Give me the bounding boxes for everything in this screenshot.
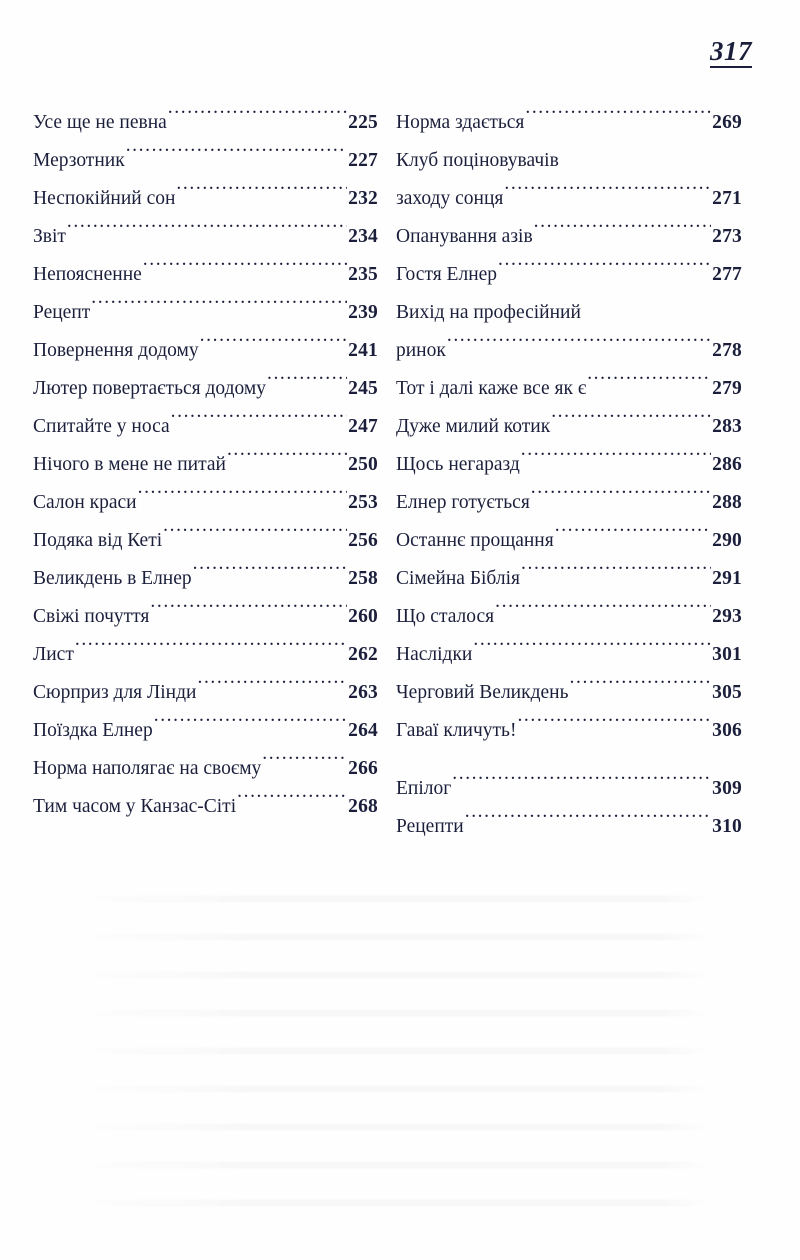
toc-entry[interactable] xyxy=(33,370,378,408)
toc-entry-page-number: 288 xyxy=(712,492,742,513)
dot-leader xyxy=(517,717,711,737)
toc-entry[interactable] xyxy=(396,256,742,294)
toc-entry-title: Свіжі почуття xyxy=(33,606,150,627)
toc-entry-page-number: 269 xyxy=(712,112,742,133)
toc-entry-title: Неспокійний сон xyxy=(33,188,176,209)
dot-leader xyxy=(465,813,711,833)
toc-entry[interactable] xyxy=(33,218,378,256)
toc-entry-page-number: 279 xyxy=(712,378,742,399)
toc-entry[interactable] xyxy=(33,104,378,142)
toc-entry-page-number: 260 xyxy=(348,606,378,627)
toc-entry-page-number: 253 xyxy=(348,492,378,513)
dot-leader xyxy=(176,185,347,205)
toc-entry-page-number: 225 xyxy=(348,112,378,133)
dot-leader xyxy=(473,641,711,661)
dot-leader xyxy=(587,375,711,395)
toc-entry-page-number: 263 xyxy=(348,682,378,703)
toc-entry-title: Клуб поціновувачів xyxy=(396,150,559,171)
toc-entry-title: Епілог xyxy=(396,778,452,799)
dot-leader xyxy=(237,793,347,813)
toc-entry-title: Тим часом у Канзас-Сіті xyxy=(33,796,237,817)
toc-column-right xyxy=(390,104,800,846)
toc-entry[interactable] xyxy=(396,808,742,846)
toc-entry-title: Щось негаразд xyxy=(396,454,520,475)
toc-entry[interactable] xyxy=(396,636,742,674)
toc-entry-title: Повернення додому xyxy=(33,340,199,361)
toc-entry[interactable] xyxy=(33,408,378,446)
toc-entry[interactable] xyxy=(33,788,378,826)
toc-entry-page-number: 277 xyxy=(712,264,742,285)
toc-entry-page-number: 227 xyxy=(348,150,378,171)
dot-leader xyxy=(525,109,711,129)
toc-entry-page-number: 286 xyxy=(712,454,742,475)
toc-entry-title: Черговий Великдень xyxy=(396,682,569,703)
toc-entry-page-number: 268 xyxy=(348,796,378,817)
toc-entry-title: Елнер готується xyxy=(396,492,530,513)
dot-leader xyxy=(150,603,347,623)
toc-entry-page-number: 232 xyxy=(348,188,378,209)
toc-entry-page-number: 241 xyxy=(348,340,378,361)
toc-entry[interactable] xyxy=(396,522,742,560)
toc-entry-page-number: 293 xyxy=(712,606,742,627)
dot-leader xyxy=(75,641,347,661)
toc-entry-title: Гостя Елнер xyxy=(396,264,498,285)
toc-entry-page-number: 283 xyxy=(712,416,742,437)
toc-entry-title: Сюрприз для Лінди xyxy=(33,682,197,703)
toc-entry[interactable] xyxy=(396,484,742,522)
dot-leader xyxy=(262,755,347,775)
toc-entry[interactable] xyxy=(33,256,378,294)
toc-entry-title: Що сталося xyxy=(396,606,495,627)
toc-entry-title: Усе ще не певна xyxy=(33,112,167,133)
toc-entry[interactable] xyxy=(33,180,378,218)
dot-leader xyxy=(447,337,711,357)
toc-entry[interactable] xyxy=(33,560,378,598)
dot-leader xyxy=(495,603,711,623)
toc-entry[interactable] xyxy=(396,712,742,750)
toc-entry-title: Лист xyxy=(33,644,74,665)
toc-entry-page-number: 235 xyxy=(348,264,378,285)
toc-entry-page-number: 256 xyxy=(348,530,378,551)
toc-entry[interactable] xyxy=(396,104,742,142)
toc-entry[interactable] xyxy=(396,294,742,370)
toc-entry-page-number: 245 xyxy=(348,378,378,399)
toc-entry-page-number: 250 xyxy=(348,454,378,475)
toc-entry-title: Подяка від Кеті xyxy=(33,530,163,551)
toc-entry-title-continuation: ринок xyxy=(396,340,446,361)
toc-entry-title: Рецепти xyxy=(396,816,464,837)
page-number: 317 xyxy=(710,36,752,66)
dot-leader xyxy=(138,489,348,509)
toc-entry-title-continuation-line xyxy=(396,332,742,370)
toc-entry-page-number: 309 xyxy=(712,778,742,799)
toc-entry[interactable] xyxy=(33,142,378,180)
toc-entry[interactable] xyxy=(33,484,378,522)
toc-entry[interactable] xyxy=(396,370,742,408)
toc-entry-page-number: 278 xyxy=(712,340,742,361)
toc-entry-page-number: 271 xyxy=(712,188,742,209)
toc-entry-title: Лютер повертається додому xyxy=(33,378,266,399)
toc-entry-title: Вихід на професійний xyxy=(396,302,581,323)
toc-entry-title: Рецепт xyxy=(33,302,91,323)
toc-entry[interactable] xyxy=(396,674,742,712)
dot-leader xyxy=(171,413,348,433)
dot-leader xyxy=(452,775,711,795)
toc-entry[interactable] xyxy=(33,332,378,370)
toc-entry-title: Звіт xyxy=(33,226,66,247)
toc-entry-title: Нічого в мене не питай xyxy=(33,454,226,475)
toc-entry[interactable] xyxy=(33,712,378,750)
toc-entry[interactable] xyxy=(33,446,378,484)
toc-entry-title: Мерзотник xyxy=(33,150,125,171)
toc-entry-page-number: 247 xyxy=(348,416,378,437)
dot-leader xyxy=(534,223,711,243)
dot-leader xyxy=(531,489,711,509)
dot-leader xyxy=(91,299,347,319)
dot-leader xyxy=(193,565,347,585)
toc-entry[interactable] xyxy=(396,218,742,256)
toc-entry-page-number: 262 xyxy=(348,644,378,665)
toc-entry-title: Норма здається xyxy=(396,112,525,133)
dot-leader xyxy=(143,261,347,281)
toc-entry[interactable] xyxy=(396,598,742,636)
toc-entry-page-number: 266 xyxy=(348,758,378,779)
toc-entry-title: Наслідки xyxy=(396,644,473,665)
toc-entry-title-continuation: заходу сонця xyxy=(396,188,504,209)
toc-entry-page-number: 239 xyxy=(348,302,378,323)
toc-entry-page-number: 305 xyxy=(712,682,742,703)
dot-leader xyxy=(200,337,348,357)
toc-entry-title: Дуже милий котик xyxy=(396,416,551,437)
dot-leader xyxy=(197,679,347,699)
toc-entry-title: Норма наполягає на своєму xyxy=(33,758,262,779)
dot-leader xyxy=(570,679,712,699)
dot-leader xyxy=(227,451,347,471)
toc-entry-page-number: 291 xyxy=(712,568,742,589)
toc-entry-page-number: 234 xyxy=(348,226,378,247)
dot-leader xyxy=(555,527,711,547)
dot-leader xyxy=(126,147,347,167)
toc-entry-title-continuation-line xyxy=(396,180,742,218)
dot-leader xyxy=(67,223,347,243)
toc-entry[interactable] xyxy=(396,408,742,446)
toc-entry-title: Великдень в Елнер xyxy=(33,568,192,589)
toc-entry-page-number: 301 xyxy=(712,644,742,665)
toc-entry[interactable] xyxy=(33,750,378,788)
table-of-contents xyxy=(0,104,800,846)
toc-entry-title: Спитайте у носа xyxy=(33,416,170,437)
toc-entry[interactable] xyxy=(396,446,742,484)
toc-entry-title: Салон краси xyxy=(33,492,137,513)
dot-leader xyxy=(504,185,711,205)
verso-show-through xyxy=(70,885,710,1215)
toc-entry[interactable] xyxy=(33,674,378,712)
dot-leader xyxy=(551,413,711,433)
toc-column-left xyxy=(0,104,390,846)
toc-entry-page-number: 273 xyxy=(712,226,742,247)
toc-entry-title: Сімейна Біблія xyxy=(396,568,520,589)
toc-entry[interactable] xyxy=(396,560,742,598)
toc-entry[interactable] xyxy=(33,598,378,636)
toc-entry-title: Непоясненне xyxy=(33,264,142,285)
dot-leader xyxy=(521,451,711,471)
toc-entry-title: Останнє прощання xyxy=(396,530,554,551)
toc-entry-title: Опанування азів xyxy=(396,226,533,247)
dot-leader xyxy=(498,261,711,281)
dot-leader xyxy=(154,717,347,737)
toc-entry[interactable] xyxy=(33,294,378,332)
dot-leader xyxy=(521,565,711,585)
toc-entry-page-number: 306 xyxy=(712,720,742,741)
dot-leader xyxy=(163,527,347,547)
toc-entry-title: Тот і далі каже все як є xyxy=(396,378,587,399)
toc-entry[interactable] xyxy=(33,636,378,674)
toc-entry-page-number: 258 xyxy=(348,568,378,589)
toc-entry[interactable] xyxy=(396,770,742,808)
toc-entry-page-number: 310 xyxy=(712,816,742,837)
toc-entry-page-number: 264 xyxy=(348,720,378,741)
toc-entry[interactable] xyxy=(396,142,742,218)
toc-entry-page-number: 290 xyxy=(712,530,742,551)
dot-leader xyxy=(267,375,347,395)
toc-entry-title: Поїздка Елнер xyxy=(33,720,153,741)
dot-leader xyxy=(168,109,347,129)
toc-entry-title: Гаваї кличуть! xyxy=(396,720,517,741)
toc-entry[interactable] xyxy=(33,522,378,560)
